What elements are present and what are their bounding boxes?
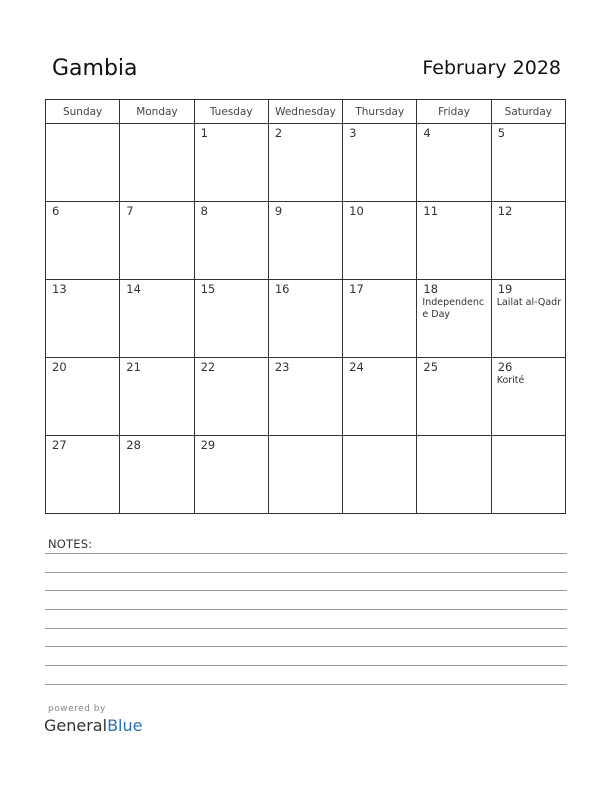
day-number: 12 — [497, 204, 513, 218]
notes-label: NOTES: — [48, 537, 93, 551]
weekday-thursday: Thursday — [343, 100, 417, 124]
day-number: 20 — [52, 360, 67, 374]
brand-general: General — [44, 716, 108, 735]
day-number: 13 — [52, 282, 67, 296]
day-cell — [417, 202, 491, 280]
note-line — [45, 628, 567, 629]
day-cell — [120, 124, 194, 202]
day-cell — [343, 202, 417, 280]
day-cell — [343, 436, 417, 514]
day-cell — [268, 124, 342, 202]
day-cell — [120, 358, 194, 436]
day-cell — [194, 280, 268, 358]
day-number — [46, 124, 119, 127]
day-number: 23 — [274, 360, 290, 374]
week-row — [46, 202, 566, 280]
day-number: 10 — [349, 204, 364, 218]
note-line — [45, 646, 567, 647]
day-cell — [46, 436, 120, 514]
day-number: 27 — [52, 438, 67, 452]
day-number — [343, 436, 416, 439]
weekday-wednesday: Wednesday — [268, 100, 342, 124]
day-cell — [46, 280, 120, 358]
day-number: 9 — [274, 204, 283, 218]
day-number: 22 — [200, 360, 216, 374]
day-cell — [120, 202, 194, 280]
day-cell — [343, 280, 417, 358]
day-number: 16 — [274, 282, 290, 296]
weekday-tuesday: Tuesday — [194, 100, 268, 124]
day-cell — [343, 358, 417, 436]
day-cell — [120, 436, 194, 514]
holiday-label: Korité — [496, 375, 525, 386]
powered-by-text: powered by — [48, 704, 106, 714]
holiday-label: Independence Day — [422, 297, 485, 320]
day-number — [417, 436, 490, 439]
week-row — [46, 280, 566, 358]
weekday-monday: Monday — [120, 100, 194, 124]
day-number: 21 — [126, 360, 141, 374]
day-number: 26 — [497, 360, 513, 374]
country-title: Gambia — [52, 56, 138, 81]
day-number: 2 — [274, 126, 283, 140]
day-number: 18 — [423, 282, 439, 296]
day-cell — [417, 358, 491, 436]
weekday-header-row — [46, 100, 566, 124]
day-cell — [194, 358, 268, 436]
day-number — [269, 436, 342, 439]
day-cell — [491, 202, 565, 280]
weekday-friday: Friday — [417, 100, 491, 124]
day-number: 28 — [126, 438, 141, 452]
day-cell — [417, 124, 491, 202]
day-number: 5 — [497, 126, 506, 140]
day-number: 24 — [349, 360, 364, 374]
day-number: 6 — [52, 204, 60, 218]
day-number: 15 — [200, 282, 216, 296]
day-cell — [46, 358, 120, 436]
day-cell — [417, 280, 491, 358]
day-cell — [120, 280, 194, 358]
day-number: 3 — [349, 126, 357, 140]
day-number: 1 — [200, 126, 208, 140]
day-cell — [491, 280, 565, 358]
week-row — [46, 124, 566, 202]
day-number: 11 — [423, 204, 439, 218]
month-year-title: February 2028 — [422, 57, 561, 79]
day-cell — [268, 280, 342, 358]
day-number — [492, 436, 565, 439]
weekday-saturday: Saturday — [491, 100, 565, 124]
note-line — [45, 665, 567, 666]
day-cell — [194, 202, 268, 280]
note-line — [45, 572, 567, 573]
note-line — [45, 684, 567, 685]
day-number: 8 — [200, 204, 208, 218]
note-line — [45, 553, 567, 554]
day-number: 29 — [200, 438, 216, 452]
day-cell — [194, 124, 268, 202]
day-cell — [194, 436, 268, 514]
day-cell — [268, 202, 342, 280]
note-line — [45, 590, 567, 591]
weekday-sunday: Sunday — [46, 100, 120, 124]
holiday-label: Lailat al-Qadr — [496, 297, 562, 308]
day-number: 7 — [126, 204, 134, 218]
week-row — [46, 436, 566, 514]
note-line — [45, 609, 567, 610]
day-cell — [491, 358, 565, 436]
day-number: 19 — [497, 282, 513, 296]
day-number: 17 — [349, 282, 364, 296]
day-cell — [46, 202, 120, 280]
brand-blue: Blue — [107, 716, 143, 735]
day-cell — [491, 436, 565, 514]
day-number: 25 — [423, 360, 439, 374]
day-cell — [343, 124, 417, 202]
day-number: 14 — [126, 282, 141, 296]
day-number — [120, 124, 193, 127]
day-cell — [417, 436, 491, 514]
day-cell — [268, 358, 342, 436]
day-cell — [491, 124, 565, 202]
day-number: 4 — [423, 126, 431, 140]
week-row — [46, 358, 566, 436]
calendar-grid — [45, 99, 566, 514]
generalblue-logo — [44, 716, 142, 735]
day-cell — [46, 124, 120, 202]
day-cell — [268, 436, 342, 514]
